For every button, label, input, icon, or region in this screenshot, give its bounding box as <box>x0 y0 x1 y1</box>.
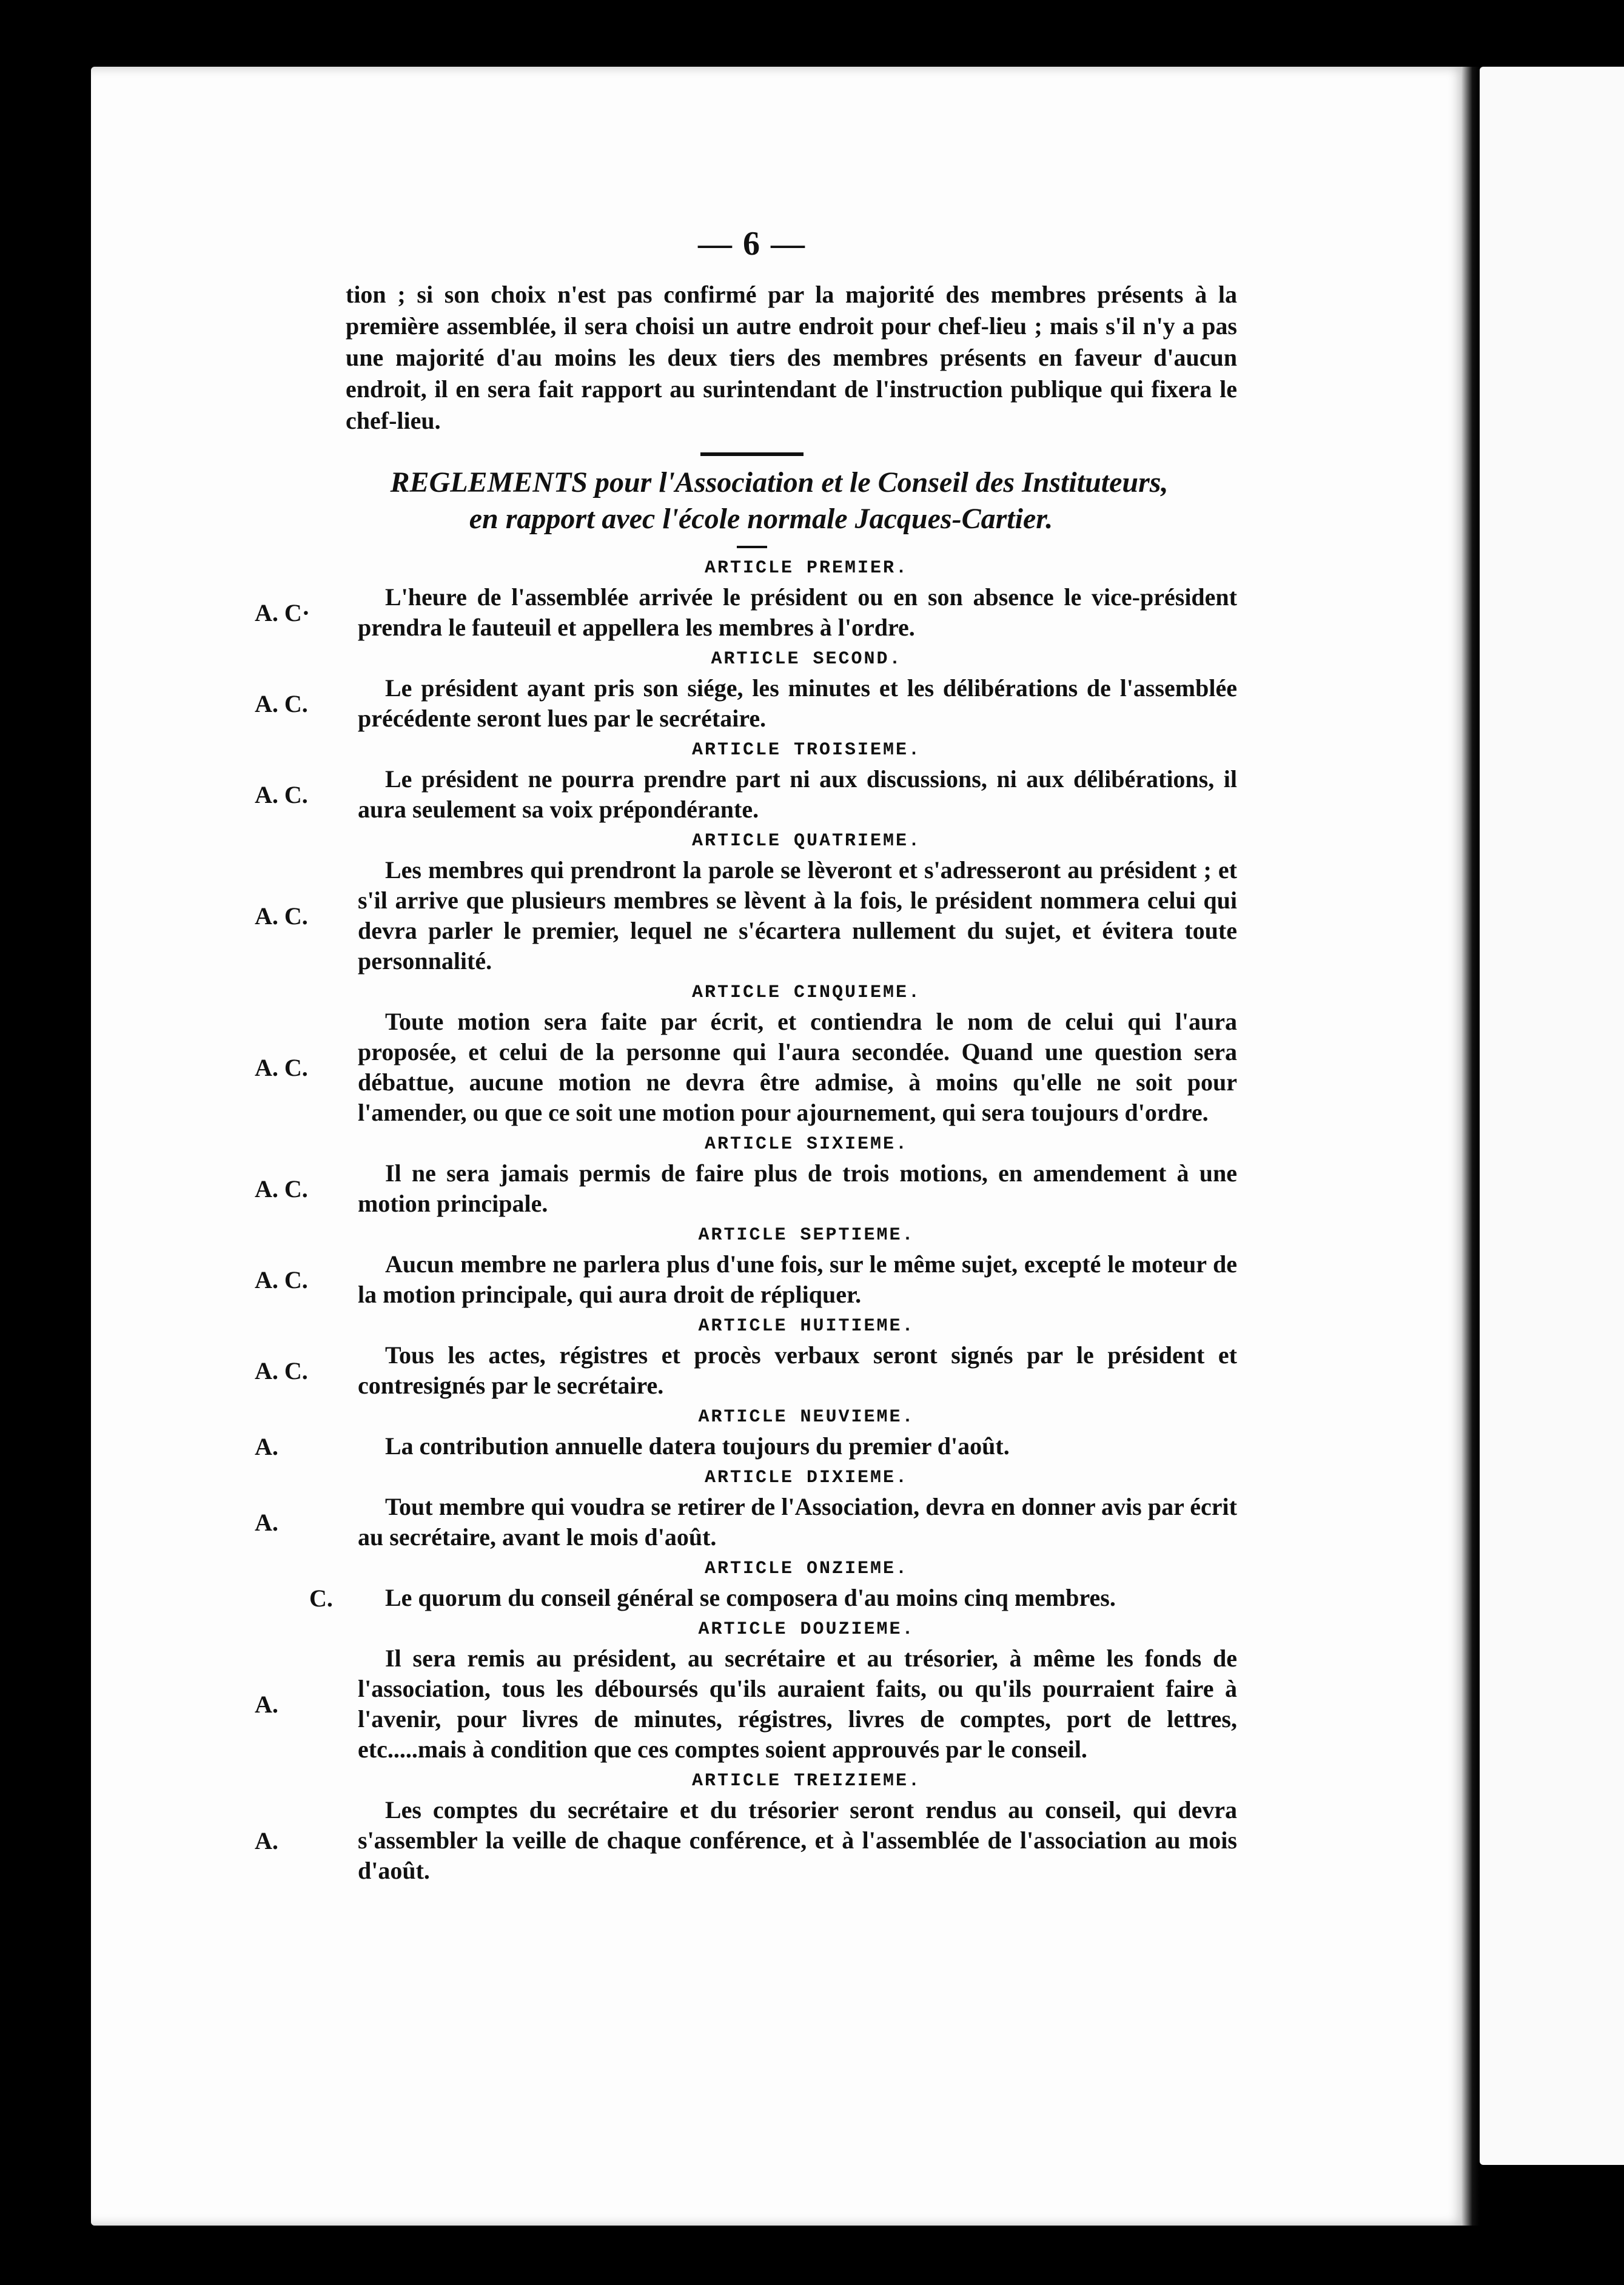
article-text: Tout membre qui voudra se retirer de l'Association, devra en donner avis par écrit au secrétaire, avant le mois d'août. <box>358 1493 1237 1551</box>
section-heading <box>309 465 1249 537</box>
facing-page-edge <box>1480 67 1624 2165</box>
page-number: — 6 — <box>698 225 806 263</box>
article-text: La contribution annuelle datera toujours du premier d'août. <box>385 1432 1010 1460</box>
article-text: L'heure de l'assemblée arrivée le président ou en son absence le vice-président prendra le fauteuil et appellera les membres à l'ordre. <box>358 583 1237 641</box>
article-text: Il sera remis au président, au secrétaire et au trésorier, à même les fonds de l'association, tous les déboursés qu'ils auraient faits, ou qu'ils pourraient faire à l'avenir, pour livres de minutes, régistres, livres de comptes, port de lettres, etc.....mais à condition que ces comptes soient approuvés par le conseil. <box>358 1645 1237 1763</box>
article-margin-note: A. C. <box>255 1175 308 1203</box>
article-title: ARTICLE TREIZIEME. <box>691 1771 922 1791</box>
article-title: ARTICLE ONZIEME. <box>704 1559 909 1579</box>
article-title: ARTICLE SEPTIEME. <box>698 1225 915 1246</box>
heading-line-2: en rapport avec l'école normale Jacques-Cartier. <box>469 503 1053 535</box>
article-title: ARTICLE PREMIER. <box>704 558 909 579</box>
article-margin-note: C. <box>309 1584 333 1612</box>
article-9 <box>255 1407 1249 1461</box>
article-6 <box>255 1134 1249 1219</box>
article-margin-note: A. C· <box>255 599 310 626</box>
article-title: ARTICLE CINQUIEME. <box>691 982 922 1003</box>
article-title: ARTICLE SIXIEME. <box>704 1134 909 1155</box>
article-2 <box>255 649 1249 734</box>
article-title: ARTICLE HUITIEME. <box>698 1316 915 1337</box>
article-text: Les membres qui prendront la parole se lèveront et s'adresseront au président ; et s'il arrive que plusieurs membres se lèvent à la fois, le président nommera celui qui devra parler le premier, lequel ne s'écartera nullement du sujet, et évitera toute personnalité. <box>358 856 1237 975</box>
article-12 <box>255 1619 1249 1765</box>
article-text: Toute motion sera faite par écrit, et contiendra le nom de celui qui l'aura proposée, et celui de la personne qui l'aura secondée. Quand une question sera débattue, aucune motion ne devra être admise, à moins qu'elle ne soit pour l'amender, ou que ce soit une motion pour ajournement, qui sera toujours d'ordre. <box>358 1008 1237 1126</box>
article-text: Le président ayant pris son siége, les minutes et les délibérations de l'assemblée précédente seront lues par le secrétaire. <box>358 674 1237 732</box>
article-margin-note: A. <box>255 1432 278 1460</box>
article-margin-note: A. <box>255 1827 278 1854</box>
book-gutter <box>1461 67 1480 2226</box>
article-margin-note: A. C. <box>255 1357 308 1384</box>
article-title: ARTICLE QUATRIEME. <box>691 831 922 851</box>
heading-line-1: REGLEMENTS pour l'Association et le Conseil des Instituteurs, <box>390 466 1169 498</box>
article-4 <box>255 831 1249 976</box>
article-3 <box>255 740 1249 825</box>
article-8 <box>255 1316 1249 1401</box>
article-text: Les comptes du secrétaire et du trésorier seront rendus au conseil, qui devra s'assembler la veille de chaque conférence, et à l'assemblée de l'association au mois d'août. <box>358 1796 1237 1884</box>
article-margin-note: A. C. <box>255 690 308 717</box>
article-margin-note: A. <box>255 1508 278 1536</box>
article-margin-note: A. <box>255 1690 278 1718</box>
short-divider <box>737 546 767 548</box>
article-13 <box>255 1771 1249 1886</box>
article-margin-note: A. C. <box>255 1053 308 1081</box>
article-10 <box>255 1468 1249 1552</box>
article-text: Tous les actes, régistres et procès verbaux seront signés par le président et contresignés par le secrétaire. <box>358 1341 1237 1399</box>
section-divider <box>700 452 804 456</box>
article-1 <box>255 558 1249 643</box>
article-text: Aucun membre ne parlera plus d'une fois, sur le même sujet, excepté le moteur de la motion principale, qui aura droit de répliquer. <box>358 1250 1237 1308</box>
article-margin-note: A. C. <box>255 780 308 808</box>
intro-paragraph: tion ; si son choix n'est pas confirmé par la majorité des membres présents à la première assemblée, il sera choisi un autre endroit pour chef-lieu ; mais s'il n'y a pas une majorité d'au moins les deux tiers des membres présents en faveur d'aucun endroit, il en sera fait rapport au surintendant de l'instruction publique qui fixera le chef-lieu. <box>346 281 1237 434</box>
article-title: ARTICLE NEUVIEME. <box>698 1407 915 1428</box>
article-title: ARTICLE DOUZIEME. <box>698 1619 915 1640</box>
article-title: ARTICLE SECOND. <box>711 649 902 669</box>
article-margin-note: A. C. <box>255 902 308 930</box>
article-text: Le quorum du conseil général se composera d'au moins cinq membres. <box>385 1584 1116 1611</box>
articles-list <box>255 558 1249 1886</box>
article-title: ARTICLE TROISIEME. <box>691 740 922 760</box>
article-11 <box>255 1559 1249 1613</box>
article-text: Le président ne pourra prendre part ni aux discussions, ni aux délibérations, il aura seulement sa voix prépondérante. <box>358 765 1237 823</box>
article-5 <box>255 982 1249 1128</box>
page-content <box>255 224 1249 1886</box>
article-margin-note: A. C. <box>255 1266 308 1293</box>
article-title: ARTICLE DIXIEME. <box>704 1468 909 1488</box>
article-text: Il ne sera jamais permis de faire plus de trois motions, en amendement à une motion principale. <box>358 1159 1237 1217</box>
article-7 <box>255 1225 1249 1310</box>
